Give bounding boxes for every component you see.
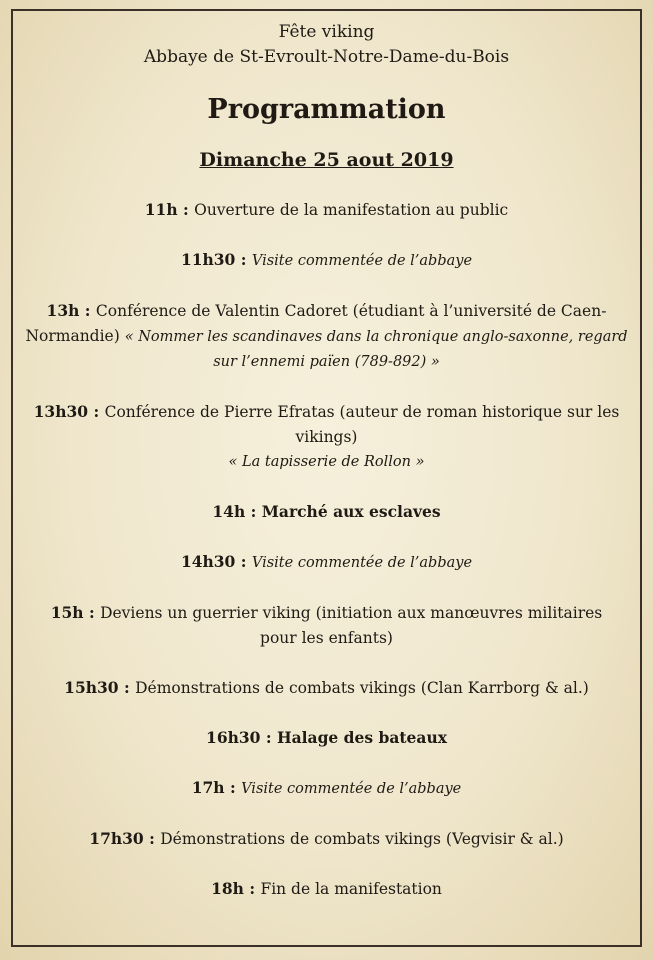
schedule-text: Démonstrations de combats vikings (Clan Karrborg & al.) <box>135 679 589 697</box>
schedule-text: Normandie) <box>25 327 125 345</box>
schedule-time: 11h <box>144 200 178 219</box>
schedule-time: 17h <box>191 778 225 797</box>
program-content <box>14 9 639 902</box>
schedule-text: Conférence de Pierre Efratas (auteur de roman historique sur les <box>104 403 620 421</box>
event-place: Abbaye de St-Evroult-Notre-Dame-du-Bois <box>143 47 510 67</box>
event-title: Fête viking <box>278 22 375 42</box>
schedule-time: 14h <box>212 502 246 521</box>
schedule-item: 14h30 : Visite commentée de l’abbaye <box>180 552 473 571</box>
schedule-text: Halage des bateaux <box>276 728 447 747</box>
schedule-time: 15h30 <box>64 678 119 697</box>
schedule-item: 17h30 : Démonstrations de combats vikings (Vegvisir & al.) <box>89 829 564 848</box>
schedule-text: Marché aux esclaves <box>261 502 441 521</box>
schedule-time: 17h30 <box>89 829 144 848</box>
schedule-quote: sur l’ennemi païen (789-892) » <box>213 354 440 370</box>
schedule-quote: « La tapisserie de Rollon » <box>228 454 425 470</box>
date-heading: Dimanche 25 aout 2019 <box>199 149 454 171</box>
schedule-item: 11h30 : Visite commentée de l’abbaye <box>180 250 473 269</box>
schedule-item: 17h : Visite commentée de l’abbaye <box>191 778 462 797</box>
schedule-text: Visite commentée de l’abbaye <box>241 781 462 797</box>
schedule-item: 13h : Conférence de Valentin Cadoret (étudiant à l’université de Caen- Normandie) « Nommer les scandinaves dans la chronique anglo-saxonne, regard sur l’ennemi païen (789-892) » <box>14 298 639 375</box>
schedule-text: Visite commentée de l’abbaye <box>251 555 473 571</box>
schedule-text: vikings) <box>295 428 358 446</box>
schedule-text: Démonstrations de combats vikings (Vegvisir & al.) <box>160 830 564 848</box>
schedule-text: Conférence de Valentin Cadoret (étudiant à l’université de Caen- <box>95 302 607 320</box>
schedule-quote: « Nommer les scandinaves dans la chronique anglo-saxonne, regard <box>124 329 628 345</box>
schedule-text: pour les enfants) <box>260 629 393 647</box>
schedule-item: 14h : Marché aux esclaves <box>212 502 441 521</box>
schedule-text: Deviens un guerrier viking (initiation aux manœuvres militaires <box>100 604 603 622</box>
program-title: Programmation <box>207 94 446 125</box>
schedule-item: 15h : Deviens un guerrier viking (initiation aux manœuvres militaires pour les enfants) <box>14 600 639 651</box>
schedule-time: 13h30 <box>33 402 89 421</box>
schedule-time: 15h <box>50 603 84 622</box>
schedule-time: 18h <box>211 879 244 898</box>
schedule-item: 11h : Ouverture de la manifestation au public <box>144 200 509 219</box>
schedule-time: 14h30 <box>180 552 236 571</box>
schedule-item: 18h : Fin de la manifestation <box>211 879 442 898</box>
schedule-item: 13h30 : Conférence de Pierre Efratas (auteur de roman historique sur les vikings) « La tapisserie de Rollon » <box>14 399 639 475</box>
schedule-time: 16h30 <box>206 728 261 747</box>
schedule-text: Visite commentée de l’abbaye <box>251 253 473 269</box>
schedule-item: 16h30 : Halage des bateaux <box>206 728 447 747</box>
schedule-text: Fin de la manifestation <box>260 880 442 898</box>
schedule-item: 15h30 : Démonstrations de combats vikings (Clan Karrborg & al.) <box>64 678 589 697</box>
schedule-text: Ouverture de la manifestation au public <box>194 201 509 219</box>
schedule-time: 11h30 <box>180 250 236 269</box>
schedule-time: 13h <box>46 301 80 320</box>
